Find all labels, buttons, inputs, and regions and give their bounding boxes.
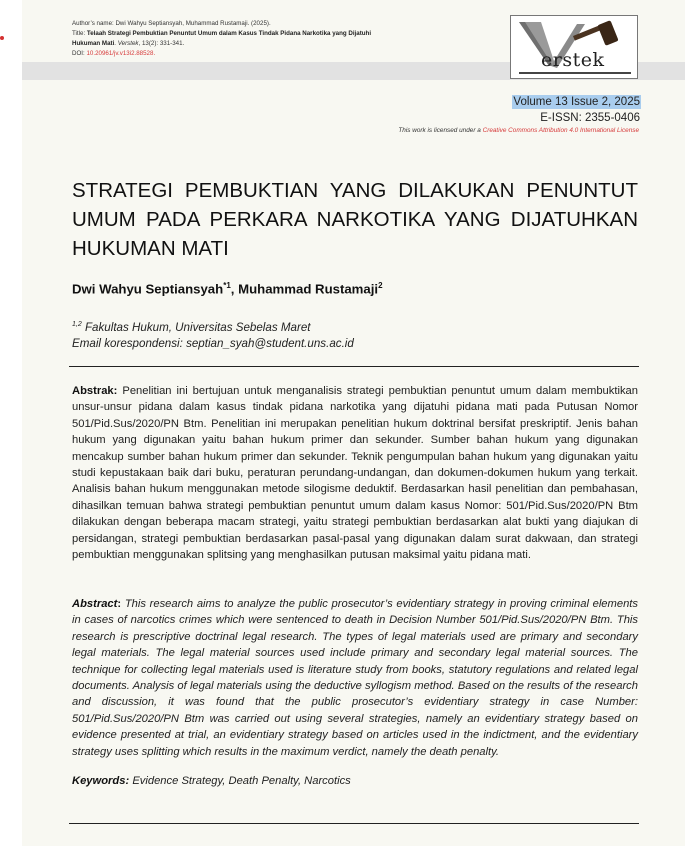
abstrak-paragraph bbox=[72, 383, 638, 563]
divider-bottom bbox=[69, 823, 639, 824]
correspondence-email: Email korespondensi: septian_syah@student.uns.ac.id bbox=[72, 336, 354, 350]
abstract-colon: : bbox=[117, 598, 122, 610]
citation-doi bbox=[72, 49, 372, 59]
citation-title-text: Telaah Strategi Pembuktian Penuntut Umum dalam Kasus Tindak Pidana Narkotika yang Dijatuhi Hukuman Mati bbox=[72, 30, 372, 47]
author-list bbox=[72, 281, 383, 296]
abstract-paragraph bbox=[72, 596, 638, 760]
affiliation-sup: 1,2 bbox=[72, 321, 82, 328]
journal-logo bbox=[510, 15, 638, 79]
keywords-line bbox=[72, 775, 351, 787]
citation-authors: Author’s name: Dwi Wahyu Septiansyah, Muhammad Rustamaji. (2025). bbox=[72, 20, 271, 27]
author-separator: , bbox=[230, 281, 235, 297]
affiliation-text: Fakultas Hukum, Universitas Sebelas Maret bbox=[84, 320, 311, 334]
citation-issue: , 13(2): 331-341. bbox=[138, 40, 185, 47]
citation-journal: Verstek bbox=[117, 40, 139, 47]
abstract-text: This research aims to analyze the public prosecutor’s evidentiary strategy in proving criminal elements in cases of narcotics crimes which were sentenced to death in Decision Number 501/Pid.Sus/2020/PN Btm. This research is prescriptive doctrinal legal research. The types of legal materials used are primary and secondary legal materials. The legal material sources used include primary and secondary legal material sources. The technique for collecting legal materials used is literature study from books, statutory regulations and related legal documents. Analysis of legal materials using the deductive syllogism method. Based on the results of the research and discussion, it was found that the public prosecutor’s evidentiary strategy in case Number: 501/Pid.Sus/2020/PN Btm was carried out using several strategies, namely an evidentiary strategy based on evidence presented at trial, an evidentiary strategy based on articles used in the indictment, and the evidentiary strategy uses splitting which results in the maximum verdict, namely the death penalty. bbox=[72, 598, 638, 758]
citation-title: Title: Telaah Strategi Pembuktian Penuntut Umum dalam Kasus Tindak Pidana Narkotika yang Dijatuhi Hukuman Mati. Verstek, 13(2): 331-341. bbox=[72, 30, 372, 47]
affiliation bbox=[72, 317, 354, 336]
license-prefix: This work is licensed under a bbox=[398, 127, 481, 134]
author-2: Muhammad Rustamaji bbox=[238, 281, 379, 297]
abstract-label: Abstract bbox=[72, 598, 118, 610]
abstrak-text: Penelitian ini bertujuan untuk menganalisis strategi pembuktian penuntut umum dalam membuktikan unsur-unsur pidana dalam kasus tindak pidana narkotika yang dijatuhi pidana mati pada Putusan Nomor 501/Pid.Sus/2020/PN Btm. Penelitian ini merupakan penelitian hukum doktrinal bersifat preskriptif. Jenis bahan hukum yang digunakan yaitu bahan hukum primer dan sekunder. Sumber bahan hukum yang digunakan mencakup sumber bahan hukum primer dan sekunder. Teknik pengumpulan bahan hukum yang digunakan yaitu studi kepustakaan baik dari buku, peraturan perundang-undangan, dan dokumen-dokumen hukum yang terkait. Analisis bahan hukum menggunakan metode silogisme deduktif. Berdasarkan hasil penelitian dan pembahasan, dihasilkan temuan bahwa strategi pembuktian penuntut umum dalam kasus Nomor: 501/Pid.Sus/2020/PN Btm dilakukan dengan beberapa macam strategi, yaitu strategi pembuktian berdasarkan alat bukti yang diajukan di persidangan, strategi pembuktian berdasarkan pasal-pasal yang digunakan dalam surat dakwaan, dan strategi pembuktian menggunakan splitsing yang menghasilkan putusan maksimal yaitu pidana mati. bbox=[72, 385, 638, 562]
abstrak-label: Abstrak: bbox=[72, 385, 118, 397]
citation-title-prefix: Title: bbox=[72, 30, 86, 37]
citation-block bbox=[72, 19, 372, 59]
keywords-text: Evidence Strategy, Death Penalty, Narcotics bbox=[132, 775, 351, 787]
doi-prefix: DOI: bbox=[72, 50, 85, 57]
eissn: E-ISSN: 2355-0406 bbox=[540, 112, 640, 124]
margin-marker bbox=[0, 36, 4, 40]
divider-top bbox=[69, 366, 639, 367]
author-1-sup: *1 bbox=[223, 281, 231, 290]
license-link[interactable]: Creative Commons Attribution 4.0 International License bbox=[482, 127, 639, 134]
article-title: STRATEGI PEMBUKTIAN YANG DILAKUKAN PENUNTUT UMUM PADA PERKARA NARKOTIKA YANG DIJATUHKAN HUKUMAN MATI bbox=[72, 179, 638, 260]
keywords-label: Keywords: bbox=[72, 775, 130, 787]
affiliation-block bbox=[72, 317, 354, 352]
logo-wordmark: erstek bbox=[541, 49, 605, 71]
author-1: Dwi Wahyu Septiansyah bbox=[72, 281, 224, 297]
doi-link[interactable]: 10.20961/jv.v13i2.88528. bbox=[86, 50, 156, 57]
license-note bbox=[398, 127, 639, 134]
author-2-sup: 2 bbox=[378, 281, 383, 290]
volume-issue: Volume 13 Issue 2, 2025 bbox=[513, 96, 640, 108]
